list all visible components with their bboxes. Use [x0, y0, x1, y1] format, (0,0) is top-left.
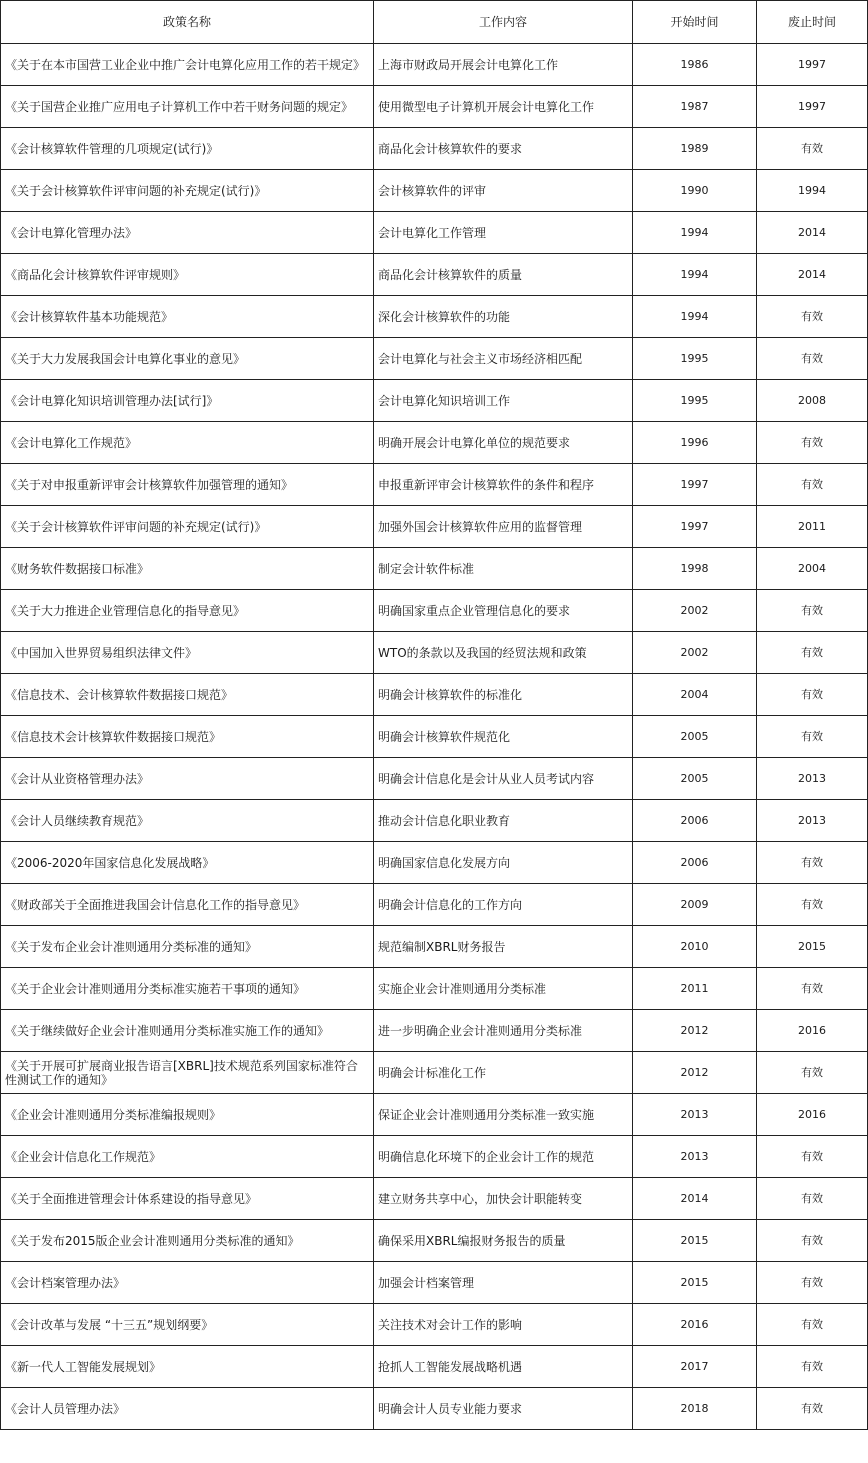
table-row — [1, 1136, 868, 1178]
table-row — [1, 1346, 868, 1388]
start-time-cell: 1995 — [633, 380, 757, 422]
end-time-cell: 有效 — [757, 716, 868, 758]
work-content-cell: WTO的条款以及我国的经贸法规和政策 — [374, 632, 633, 674]
work-content-cell: 推动会计信息化职业教育 — [374, 800, 633, 842]
table-row — [1, 716, 868, 758]
end-time-cell: 2011 — [757, 506, 868, 548]
end-time-cell: 有效 — [757, 1136, 868, 1178]
start-time-cell: 2017 — [633, 1346, 757, 1388]
start-time-cell: 1994 — [633, 254, 757, 296]
start-time-cell: 2015 — [633, 1220, 757, 1262]
table-row — [1, 800, 868, 842]
end-time-cell: 2014 — [757, 254, 868, 296]
policy-name-cell: 《关于会计核算软件评审问题的补充规定(试行)》 — [1, 170, 374, 212]
table-row — [1, 338, 868, 380]
start-time-cell: 2002 — [633, 632, 757, 674]
policy-name-cell: 《关于国营企业推广应用电子计算机工作中若干财务问题的规定》 — [1, 86, 374, 128]
table-row — [1, 1388, 868, 1430]
work-content-cell: 会计电算化知识培训工作 — [374, 380, 633, 422]
policy-name-cell: 《财务软件数据接口标准》 — [1, 548, 374, 590]
end-time-cell: 2014 — [757, 212, 868, 254]
end-time-cell: 有效 — [757, 296, 868, 338]
end-time-cell: 有效 — [757, 1262, 868, 1304]
work-content-cell: 明确会计信息化是会计从业人员考试内容 — [374, 758, 633, 800]
work-content-cell: 保证企业会计准则通用分类标准一致实施 — [374, 1094, 633, 1136]
start-time-cell: 1986 — [633, 44, 757, 86]
end-time-cell: 有效 — [757, 422, 868, 464]
end-time-cell: 有效 — [757, 968, 868, 1010]
end-time-cell: 有效 — [757, 1052, 868, 1094]
policy-name-cell: 《会计电算化知识培训管理办法[试行]》 — [1, 380, 374, 422]
start-time-cell: 2009 — [633, 884, 757, 926]
work-content-cell: 建立财务共享中心，加快会计职能转变 — [374, 1178, 633, 1220]
start-time-cell: 1989 — [633, 128, 757, 170]
policy-name-cell: 《关于在本市国营工业企业中推广会计电算化应用工作的若干规定》 — [1, 44, 374, 86]
end-time-cell: 2008 — [757, 380, 868, 422]
start-time-cell: 1996 — [633, 422, 757, 464]
policy-name-cell: 《信息技术会计核算软件数据接口规范》 — [1, 716, 374, 758]
work-content-cell: 商品化会计核算软件的要求 — [374, 128, 633, 170]
work-content-cell: 规范编制XBRL财务报告 — [374, 926, 633, 968]
policy-name-cell: 《关于会计核算软件评审问题的补充规定(试行)》 — [1, 506, 374, 548]
start-time-cell: 2014 — [633, 1178, 757, 1220]
start-time-cell: 2012 — [633, 1010, 757, 1052]
header-row — [1, 1, 868, 44]
table-row — [1, 170, 868, 212]
end-time-cell: 2004 — [757, 548, 868, 590]
table-row — [1, 842, 868, 884]
policy-name-cell: 《关于发布企业会计准则通用分类标准的通知》 — [1, 926, 374, 968]
table-row — [1, 506, 868, 548]
table-row — [1, 1052, 868, 1094]
work-content-cell: 申报重新评审会计核算软件的条件和程序 — [374, 464, 633, 506]
end-time-cell: 有效 — [757, 884, 868, 926]
start-time-cell: 2005 — [633, 716, 757, 758]
work-content-cell: 明确会计标准化工作 — [374, 1052, 633, 1094]
policy-name-cell: 《会计从业资格管理办法》 — [1, 758, 374, 800]
policy-name-cell: 《企业会计信息化工作规范》 — [1, 1136, 374, 1178]
end-time-cell: 有效 — [757, 842, 868, 884]
header-work-content: 工作内容 — [374, 1, 633, 44]
table-row — [1, 464, 868, 506]
policy-name-cell: 《会计核算软件管理的几项规定(试行)》 — [1, 128, 374, 170]
work-content-cell: 会计电算化工作管理 — [374, 212, 633, 254]
policy-name-cell: 《中国加入世界贸易组织法律文件》 — [1, 632, 374, 674]
end-time-cell: 1997 — [757, 44, 868, 86]
table-row — [1, 296, 868, 338]
table-row — [1, 1178, 868, 1220]
table-row — [1, 548, 868, 590]
work-content-cell: 加强会计档案管理 — [374, 1262, 633, 1304]
table-row — [1, 380, 868, 422]
table-row — [1, 968, 868, 1010]
header-end-time: 废止时间 — [757, 1, 868, 44]
header-start-time: 开始时间 — [633, 1, 757, 44]
work-content-cell: 确保采用XBRL编报财务报告的质量 — [374, 1220, 633, 1262]
start-time-cell: 2013 — [633, 1094, 757, 1136]
table-row — [1, 926, 868, 968]
work-content-cell: 明确信息化环境下的企业会计工作的规范 — [374, 1136, 633, 1178]
policy-name-cell: 《会计改革与发展 “十三五”规划纲要》 — [1, 1304, 374, 1346]
start-time-cell: 1994 — [633, 212, 757, 254]
work-content-cell: 抢抓人工智能发展战略机遇 — [374, 1346, 633, 1388]
work-content-cell: 关注技术对会计工作的影响 — [374, 1304, 633, 1346]
start-time-cell: 2006 — [633, 800, 757, 842]
policy-name-cell: 《2006-2020年国家信息化发展战略》 — [1, 842, 374, 884]
end-time-cell: 2016 — [757, 1010, 868, 1052]
table-row — [1, 1010, 868, 1052]
end-time-cell: 有效 — [757, 338, 868, 380]
start-time-cell: 1994 — [633, 296, 757, 338]
table-row — [1, 590, 868, 632]
start-time-cell: 2013 — [633, 1136, 757, 1178]
policy-name-cell: 《关于大力发展我国会计电算化事业的意见》 — [1, 338, 374, 380]
work-content-cell: 进一步明确企业会计准则通用分类标准 — [374, 1010, 633, 1052]
start-time-cell: 2018 — [633, 1388, 757, 1430]
end-time-cell: 1997 — [757, 86, 868, 128]
end-time-cell: 有效 — [757, 674, 868, 716]
start-time-cell: 2015 — [633, 1262, 757, 1304]
end-time-cell: 有效 — [757, 128, 868, 170]
table-row — [1, 422, 868, 464]
work-content-cell: 明确会计核算软件规范化 — [374, 716, 633, 758]
start-time-cell: 2002 — [633, 590, 757, 632]
policy-name-cell: 《商品化会计核算软件评审规则》 — [1, 254, 374, 296]
policy-name-cell: 《关于企业会计准则通用分类标准实施若干事项的通知》 — [1, 968, 374, 1010]
policy-name-cell: 《会计档案管理办法》 — [1, 1262, 374, 1304]
start-time-cell: 1998 — [633, 548, 757, 590]
header-policy-name: 政策名称 — [1, 1, 374, 44]
table-row — [1, 128, 868, 170]
policy-name-cell: 《关于大力推进企业管理信息化的指导意见》 — [1, 590, 374, 632]
end-time-cell: 2015 — [757, 926, 868, 968]
work-content-cell: 明确会计信息化的工作方向 — [374, 884, 633, 926]
work-content-cell: 制定会计软件标准 — [374, 548, 633, 590]
work-content-cell: 上海市财政局开展会计电算化工作 — [374, 44, 633, 86]
start-time-cell: 2004 — [633, 674, 757, 716]
end-time-cell: 有效 — [757, 1178, 868, 1220]
end-time-cell: 有效 — [757, 1304, 868, 1346]
table-row — [1, 1094, 868, 1136]
end-time-cell: 2013 — [757, 800, 868, 842]
end-time-cell: 有效 — [757, 590, 868, 632]
policy-name-cell: 《企业会计准则通用分类标准编报规则》 — [1, 1094, 374, 1136]
table-row — [1, 254, 868, 296]
work-content-cell: 实施企业会计准则通用分类标准 — [374, 968, 633, 1010]
policy-name-cell: 《信息技术、会计核算软件数据接口规范》 — [1, 674, 374, 716]
end-time-cell: 有效 — [757, 1220, 868, 1262]
table-row — [1, 632, 868, 674]
policy-name-cell: 《会计人员继续教育规范》 — [1, 800, 374, 842]
end-time-cell: 2016 — [757, 1094, 868, 1136]
policy-name-cell: 《财政部关于全面推进我国会计信息化工作的指导意见》 — [1, 884, 374, 926]
policy-name-cell: 《关于对申报重新评审会计核算软件加强管理的通知》 — [1, 464, 374, 506]
table-row — [1, 1262, 868, 1304]
work-content-cell: 商品化会计核算软件的质量 — [374, 254, 633, 296]
start-time-cell: 1995 — [633, 338, 757, 380]
table-body — [1, 44, 868, 1430]
end-time-cell: 有效 — [757, 632, 868, 674]
policy-name-cell: 《关于继续做好企业会计准则通用分类标准实施工作的通知》 — [1, 1010, 374, 1052]
start-time-cell: 2016 — [633, 1304, 757, 1346]
end-time-cell: 2013 — [757, 758, 868, 800]
work-content-cell: 明确会计人员专业能力要求 — [374, 1388, 633, 1430]
work-content-cell: 加强外国会计核算软件应用的监督管理 — [374, 506, 633, 548]
work-content-cell: 明确国家重点企业管理信息化的要求 — [374, 590, 633, 632]
start-time-cell: 2006 — [633, 842, 757, 884]
end-time-cell: 有效 — [757, 1388, 868, 1430]
policy-name-cell: 《会计电算化管理办法》 — [1, 212, 374, 254]
policy-name-cell: 《会计核算软件基本功能规范》 — [1, 296, 374, 338]
work-content-cell: 深化会计核算软件的功能 — [374, 296, 633, 338]
policy-name-cell: 《会计人员管理办法》 — [1, 1388, 374, 1430]
end-time-cell: 有效 — [757, 464, 868, 506]
table-row — [1, 674, 868, 716]
table-row — [1, 44, 868, 86]
table-row — [1, 1304, 868, 1346]
start-time-cell: 1987 — [633, 86, 757, 128]
table-row — [1, 884, 868, 926]
start-time-cell: 2010 — [633, 926, 757, 968]
start-time-cell: 1997 — [633, 464, 757, 506]
start-time-cell: 1997 — [633, 506, 757, 548]
start-time-cell: 1990 — [633, 170, 757, 212]
work-content-cell: 使用微型电子计算机开展会计电算化工作 — [374, 86, 633, 128]
table-row — [1, 86, 868, 128]
start-time-cell: 2012 — [633, 1052, 757, 1094]
policy-name-cell: 《关于发布2015版企业会计准则通用分类标准的通知》 — [1, 1220, 374, 1262]
work-content-cell: 明确会计核算软件的标准化 — [374, 674, 633, 716]
start-time-cell: 2005 — [633, 758, 757, 800]
table-row — [1, 212, 868, 254]
table-row — [1, 1220, 868, 1262]
end-time-cell: 有效 — [757, 1346, 868, 1388]
start-time-cell: 2011 — [633, 968, 757, 1010]
work-content-cell: 明确国家信息化发展方向 — [374, 842, 633, 884]
table-row — [1, 758, 868, 800]
policy-name-cell: 《关于全面推进管理会计体系建设的指导意见》 — [1, 1178, 374, 1220]
work-content-cell: 明确开展会计电算化单位的规范要求 — [374, 422, 633, 464]
policy-name-cell: 《关于开展可扩展商业报告语言[XBRL]技术规范系列国家标准符合性测试工作的通知》 — [1, 1052, 374, 1094]
policy-name-cell: 《新一代人工智能发展规划》 — [1, 1346, 374, 1388]
work-content-cell: 会计核算软件的评审 — [374, 170, 633, 212]
policy-name-cell: 《会计电算化工作规范》 — [1, 422, 374, 464]
end-time-cell: 1994 — [757, 170, 868, 212]
work-content-cell: 会计电算化与社会主义市场经济相匹配 — [374, 338, 633, 380]
